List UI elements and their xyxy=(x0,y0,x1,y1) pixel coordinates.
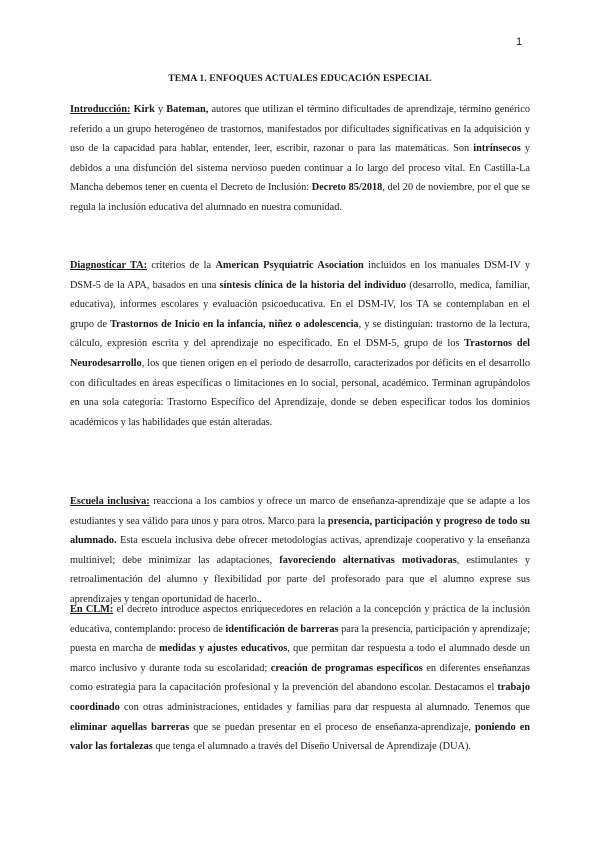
diagnosticar-text-9: , los que tienen origen en el periodo de desarrollo, caracterizados por déficits en el desarrollo con dificultades en áreas específicas o limitaciones en lo social, personal, académico. Terminan agrupándolos en una sola categoría: Trastorno Específico del Aprendizaje, donde se deben especificar todos los dominios académicos y las habilidades que están alteradas. xyxy=(70,357,530,428)
clm-text-12: poniendo en valor las fortalezas xyxy=(70,721,530,753)
clm-text-4: medidas y ajustes educativos xyxy=(159,643,288,655)
clm-text-5: , que permitan dar respuesta a todo el alumnado desde un marco inclusivo y durante toda su escolaridad; xyxy=(70,643,530,674)
introduccion-text-8: , del 20 de noviembre, por el que se regula la inclusión educativa del alumnado en nuestra comunidad. xyxy=(70,182,530,213)
clm-heading: En CLM: xyxy=(70,604,114,615)
escuela-text-2: presencia, participación y progreso de todo su alumnado. xyxy=(70,515,530,547)
introduccion-text-3: Bateman, xyxy=(166,104,209,115)
introduccion-text-1: Kirk xyxy=(133,104,155,115)
introduccion-text-2: y xyxy=(154,104,167,115)
escuela-text-4: favoreciendo alternativas motivadoras xyxy=(279,554,457,566)
introduccion-paragraph xyxy=(70,100,530,218)
diagnosticar-text-8: Trastornos del Neurodesarrollo xyxy=(70,338,531,369)
page-number: 1 xyxy=(516,36,523,48)
clm-text-11: que se puedan presentar en el proceso de enseñanza-aprendizaje, xyxy=(189,721,476,733)
clm-paragraph xyxy=(70,600,530,757)
clm-text-3: para la presencia, participación y aprendizaje; puesta en marcha de xyxy=(70,623,531,655)
introduccion-text-6: y debidos a una disfunción del sistema nervioso pueden continuar a lo largo del proceso vital. En Castilla-La Mancha debemos tener en cuenta el Decreto de Inclusión: xyxy=(70,143,530,194)
clm-text-13: que tenga el alumnado a través del Diseño Universal de Aprendizaje (DUA). xyxy=(152,741,471,753)
introduccion-text-7: Decreto 85/2018 xyxy=(311,182,383,194)
clm-text-8: trabajo coordinado xyxy=(70,682,530,713)
escuela-text-3: Esta escuela inclusiva debe ofrecer metodologías activas, aprendizaje cooperativo y la enseñanza multinivel; debe minimizar las adaptaciones, xyxy=(70,535,530,566)
introduccion-text-4: autores que utilizan el término dificultades de aprendizaje, término genérico referido a un grupo heterogéneo de trastornos, manifestados por dificultades significativas en la adquisición y uso de la capacidad para hablar, entender, leer, escribir, razonar o para las matemáticas. Son xyxy=(70,104,530,155)
document-title: TEMA 1. ENFOQUES ACTUALES EDUCACIÓN ESPECIAL xyxy=(168,73,432,84)
clm-text-2: identificación de barreras xyxy=(225,623,339,635)
diagnosticar-heading: Diagnosticar TA: xyxy=(70,260,148,271)
diagnosticar-text-7: , y se distinguían: trastorno de la lectura, cálculo, expresión escrita y del aprendizaje no especificado. En el DSM-5, grupo de los xyxy=(70,318,531,350)
clm-text-7: en diferentes enseñanzas como estrategia para la capacitación profesional y la prevención del abandono escolar. Destacamos el xyxy=(70,662,530,694)
diagnosticar-text-1: criterios de la xyxy=(147,260,216,271)
clm-text-10: eliminar aquellas barreras xyxy=(70,721,190,733)
escuela-text-5: , estimulantes y retroalimentación del alumno y flexibilidad por parte del profesorado para que el alumno exprese sus aprendizajes y tengan oportunidad de hacerlo.. xyxy=(70,554,530,605)
clm-text-9: con otras administraciones, entidades y familias para dar respuesta al alumnado. Tenemos que xyxy=(119,701,530,713)
clm-text-6: creación de programas específicos xyxy=(270,662,423,674)
introduccion-heading: Introducción: xyxy=(70,104,131,115)
diagnosticar-text-2: American Psyquiatric Asociation xyxy=(215,260,364,271)
clm-text-1: el decreto introduce aspectos enriquecedores en relación a la concepción y práctica de la inclusión educativa, contemplando: proceso de xyxy=(70,604,530,635)
diagnosticar-text-3: incluidos en los manuales DSM-IV y DSM-5 de la APA, basados en una xyxy=(70,260,530,291)
escuela-text-1: reacciona a los cambios y ofrece un marco de enseñanza-aprendizaje que se adapte a los estudiantes y sea válido para unos y para otros. Marco para la xyxy=(70,496,531,527)
diagnosticar-text-5: (desarrollo, medica, familiar, educativa), informes escolares y evaluación psicoeducativa. En el DSM-IV, los TA se contemplaban en el grupo de xyxy=(70,279,530,330)
diagnosticar-text-4: síntesis clínica de la historia del individuo xyxy=(219,279,407,291)
diagnosticar-text-6: Trastornos de Inicio en la infancia, niñez o adolescencia xyxy=(110,318,359,330)
escuela-heading: Escuela inclusiva: xyxy=(70,496,150,507)
diagnosticar-paragraph xyxy=(70,256,530,432)
escuela-paragraph xyxy=(70,492,530,610)
introduccion-text-5: intrínsecos xyxy=(473,143,521,155)
